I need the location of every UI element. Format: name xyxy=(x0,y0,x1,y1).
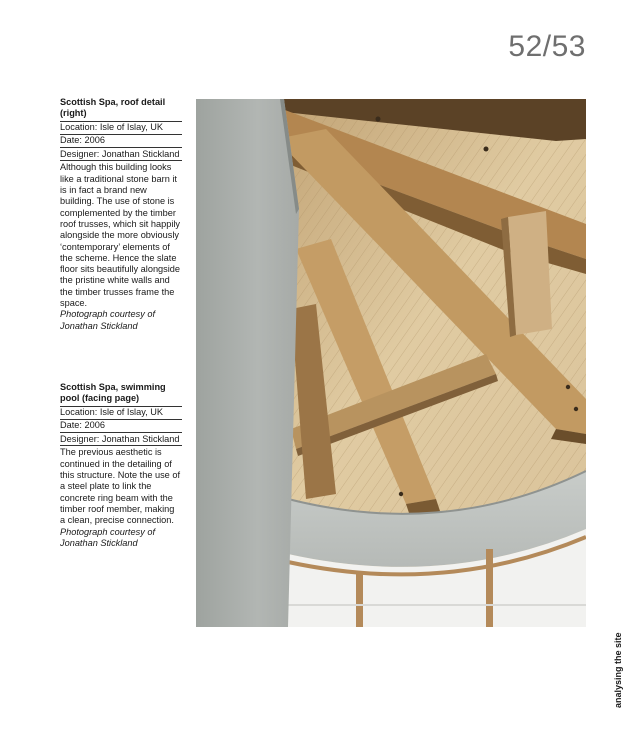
caption-credit: Photograph courtesy of Jonathan Stickland xyxy=(60,526,155,548)
caption-designer: Designer: Jonathan Stickland xyxy=(60,148,182,161)
caption-credit: Photograph courtesy of Jonathan Stickland xyxy=(60,309,155,331)
caption-location: Location: Isle of Islay, UK xyxy=(60,122,182,135)
caption-date: Date: 2006 xyxy=(60,420,182,433)
caption-body: The previous aesthetic is continued in the detailing of this structure. Note the use of a steel plate to link the concrete ring beam with the timber roof member, making a clean, precise connection. xyxy=(60,447,181,526)
caption-title: Scottish Spa, swimming pool (facing page) xyxy=(60,382,182,407)
page-number: 52/53 xyxy=(508,30,586,63)
caption-roof-detail xyxy=(60,97,182,332)
caption-location: Location: Isle of Islay, UK xyxy=(60,407,182,420)
roof-detail-photo xyxy=(196,99,586,627)
captions-column xyxy=(60,97,182,549)
caption-title: Scottish Spa, roof detail (right) xyxy=(60,97,182,122)
caption-date: Date: 2006 xyxy=(60,135,182,148)
caption-designer: Designer: Jonathan Stickland xyxy=(60,433,182,446)
caption-body: Although this building looks like a traditional stone barn it is in fact a brand new building. The use of stone is complemented by the timber roof trusses, which sit happily alongside the more obviously ‘contemporary’ elements of the scheme. Hence the slate floor sits beautifully alongside the pristine white walls and the timber trusses frame the space. xyxy=(60,162,181,309)
caption-swimming-pool xyxy=(60,382,182,549)
running-head: analysing the site xyxy=(613,632,623,708)
